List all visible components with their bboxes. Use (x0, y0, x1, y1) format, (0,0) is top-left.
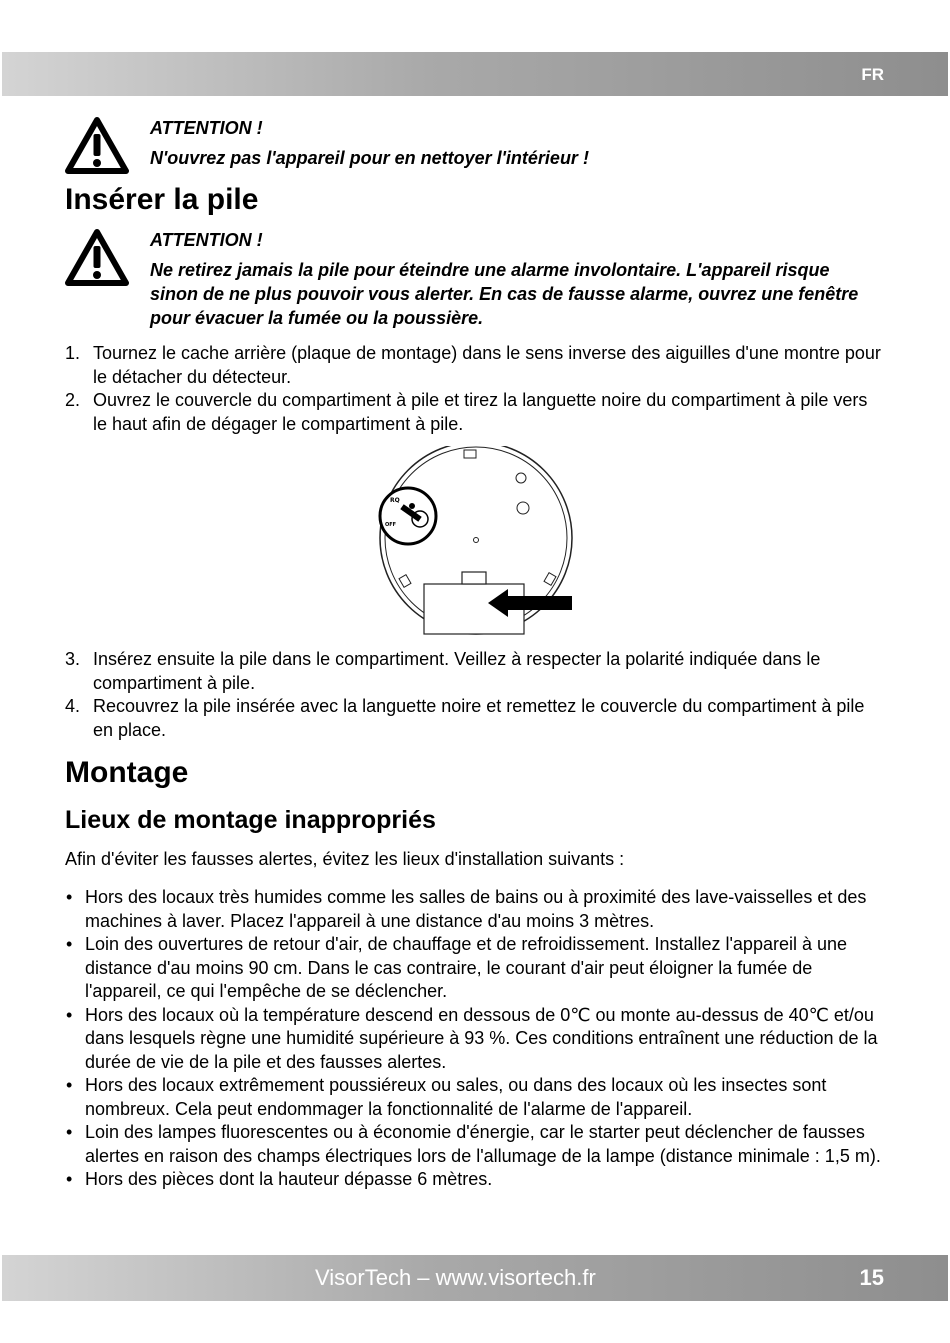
bullet-text: Hors des locaux extrêmement poussiéreux ou sales, ou dans des locaux où les insectes sont nombreux. Cela peut endommager la fonctionnalité de l'alarme de l'appareil. (85, 1075, 827, 1119)
step-text: Recouvrez la pile insérée avec la languette noire et remettez le couvercle du compartiment à pile en place. (93, 696, 865, 740)
bullet-text: Loin des lampes fluorescentes ou à économie d'énergie, car le starter peut déclencher de fausses alertes en raison des champs électriques lors de l'allumage de la lampe (distance minimale : 1,5 m). (85, 1122, 881, 1166)
bullet-dot-icon: • (66, 887, 73, 907)
bullet-dot-icon: • (66, 1004, 73, 1025)
list-item (65, 1121, 885, 1168)
warning-title: ATTENTION ! (150, 118, 263, 138)
section-subtitle: Lieux de montage inappropriés (65, 806, 436, 834)
list-item (65, 1004, 885, 1075)
list-item (65, 342, 885, 389)
footer-text: VisorTech – www.visortech.fr (315, 1265, 596, 1290)
step-text: Insérez ensuite la pile dans le compartiment. Veillez à respecter la polarité indiquée dans le compartiment à pile. (93, 649, 821, 693)
bullet-dot-icon: • (66, 1169, 73, 1189)
warning-message: Ne retirez jamais la pile pour éteindre une alarme involontaire. L'appareil risque sinon de ne plus pouvoir vous alerter. En cas de fausse alarme, ouvrez une fenêtre pour évacuer la fumée ou la poussière. (150, 260, 859, 328)
warning-title: ATTENTION ! (150, 230, 263, 250)
bullet-text: Hors des locaux très humides comme les salles de bains ou à proximité des lave-vaisselles et des machines à laver. Placez l'appareil à une distance d'au moins 3 mètres. (85, 887, 867, 931)
figure-label-top: RQ (390, 497, 400, 504)
list-item (65, 933, 885, 1004)
bullet-text: Hors des pièces dont la hauteur dépasse 6 mètres. (85, 1169, 493, 1189)
figure-label-bottom: OFF (385, 522, 397, 528)
page-number: 15 (859, 1265, 884, 1290)
bullet-dot-icon: • (66, 1075, 73, 1095)
step-number: 1. (65, 343, 81, 363)
warning-triangle-icon (65, 228, 129, 286)
warning-triangle-icon (65, 116, 129, 174)
bullet-list (65, 886, 885, 1192)
warning-message: N'ouvrez pas l'appareil pour en nettoyer l'intérieur ! (150, 148, 589, 168)
intro-text: Afin d'éviter les fausses alertes, évitez les lieux d'installation suivants : (65, 849, 625, 869)
step-text: Tournez le cache arrière (plaque de montage) dans le sens inverse des aiguilles d'une montre pour le détacher du détecteur. (93, 343, 881, 387)
list-item (65, 1074, 885, 1121)
bullet-dot-icon: • (66, 934, 73, 954)
step-number: 3. (65, 649, 81, 669)
list-item (65, 1168, 885, 1192)
language-label: FR (861, 65, 884, 84)
step-number: 2. (65, 390, 81, 410)
header-bar (2, 52, 948, 96)
steps-list-a (65, 342, 885, 436)
section-title-montage: Montage (65, 756, 189, 789)
step-number: 4. (65, 696, 81, 716)
list-item (65, 648, 885, 695)
smoke-detector-diagram (376, 446, 576, 638)
list-item (65, 695, 885, 742)
steps-list-b (65, 648, 885, 742)
bullet-text: Loin des ouvertures de retour d'air, de chauffage et de refroidissement. Installez l'appareil à une distance d'au moins 90 cm. Dans le cas contraire, le courant d'air peut éloigner la fumée de l'appareil, ce qui l'empêche de se déclencher. (85, 934, 848, 1001)
footer-bar (2, 1255, 948, 1301)
list-item (65, 886, 885, 933)
warning-text-2 (150, 228, 870, 336)
bullet-dot-icon: • (66, 1122, 73, 1142)
step-text: Ouvrez le couvercle du compartiment à pile et tirez la languette noire du compartiment à pile vers le haut afin de dégager le compartiment à pile. (93, 390, 868, 434)
bullet-text: Hors des locaux où la température descend en dessous de 0℃ ou monte au-dessus de 40℃ et/ou dans lesquels règne une humidité supérieure à 93 %. Ces conditions entraînent une réduction de la durée de vie de la pile et des fausses alertes. (85, 1004, 878, 1072)
section-title-battery: Insérer la pile (65, 183, 259, 216)
warning-text-1 (150, 116, 870, 176)
list-item (65, 389, 885, 436)
